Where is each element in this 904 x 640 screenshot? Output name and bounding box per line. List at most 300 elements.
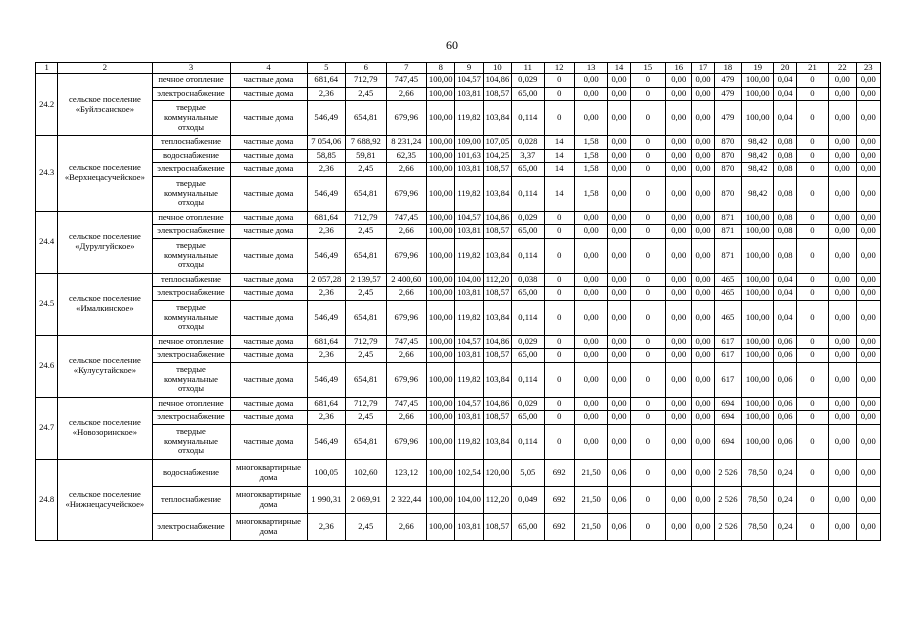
table-cell: 78,50 — [742, 513, 774, 540]
housing-type: частные дома — [230, 273, 307, 287]
table-cell: 0,038 — [512, 273, 544, 287]
table-cell: 0,00 — [692, 486, 714, 513]
table-cell: 0,00 — [856, 335, 881, 349]
table-cell: 100,00 — [742, 300, 774, 335]
table-cell: 100,00 — [742, 335, 774, 349]
table-cell: 747,45 — [386, 397, 427, 411]
table-cell: 0,00 — [856, 87, 881, 101]
table-cell: 2,66 — [386, 513, 427, 540]
table-cell: 0,00 — [692, 397, 714, 411]
table-cell: 119,82 — [455, 424, 483, 459]
column-number: 19 — [742, 63, 774, 74]
table-cell: 0,00 — [666, 101, 692, 136]
table-cell: 100,00 — [427, 513, 455, 540]
table-cell: 0,00 — [856, 459, 881, 486]
settlement-code: 24.5 — [36, 273, 58, 335]
table-cell: 100,00 — [427, 397, 455, 411]
settlement-code: 24.4 — [36, 211, 58, 273]
table-cell: 2,45 — [346, 349, 387, 363]
table-cell: 0,00 — [692, 459, 714, 486]
table-cell: 546,49 — [307, 176, 346, 211]
table-cell: 0,00 — [692, 87, 714, 101]
table-cell: 0 — [630, 459, 665, 486]
table-cell: 0,00 — [574, 424, 607, 459]
table-cell: 2,66 — [386, 287, 427, 301]
table-cell: 2,45 — [346, 225, 387, 239]
table-row — [36, 136, 881, 150]
table-cell: 654,81 — [346, 362, 387, 397]
table-cell: 100,00 — [427, 74, 455, 88]
table-cell: 102,54 — [455, 459, 483, 486]
table-cell: 109,00 — [455, 136, 483, 150]
table-cell: 0,00 — [666, 362, 692, 397]
table-cell: 0 — [630, 163, 665, 177]
table-cell: 119,82 — [455, 176, 483, 211]
table-cell: 0,00 — [829, 397, 856, 411]
table-cell: 0,00 — [692, 238, 714, 273]
table-cell: 2,66 — [386, 163, 427, 177]
column-number: 7 — [386, 63, 427, 74]
table-cell: 0,06 — [774, 335, 796, 349]
column-number: 18 — [714, 63, 741, 74]
table-cell: 0,00 — [692, 349, 714, 363]
table-cell: 0,00 — [829, 87, 856, 101]
housing-type: частные дома — [230, 74, 307, 88]
table-cell: 0 — [796, 211, 828, 225]
table-cell: 0,00 — [666, 74, 692, 88]
table-cell: 100,00 — [742, 74, 774, 88]
table-cell: 2 139,57 — [346, 273, 387, 287]
table-cell: 103,81 — [455, 411, 483, 425]
table-cell: 0,00 — [608, 349, 630, 363]
table-cell: 0,06 — [774, 349, 796, 363]
housing-type: частные дома — [230, 362, 307, 397]
table-cell: 0 — [630, 335, 665, 349]
table-cell: 103,81 — [455, 87, 483, 101]
settlement-code: 24.6 — [36, 335, 58, 397]
table-cell: 103,84 — [483, 238, 511, 273]
table-cell: 0 — [544, 87, 574, 101]
table-cell: 2,36 — [307, 513, 346, 540]
housing-type: частные дома — [230, 335, 307, 349]
table-cell: 0,00 — [608, 225, 630, 239]
column-number: 16 — [666, 63, 692, 74]
table-cell: 2 526 — [714, 486, 741, 513]
service-type: твердые коммунальные отходы — [152, 362, 230, 397]
table-cell: 104,00 — [455, 273, 483, 287]
settlement-name: сельское поселение «Ималкинское» — [58, 273, 152, 335]
column-number: 17 — [692, 63, 714, 74]
table-cell: 0,00 — [692, 74, 714, 88]
table-cell: 0,00 — [608, 176, 630, 211]
table-cell: 0 — [544, 349, 574, 363]
service-type: твердые коммунальные отходы — [152, 101, 230, 136]
table-cell: 0,00 — [829, 225, 856, 239]
table-cell: 100,00 — [427, 136, 455, 150]
table-cell: 0 — [630, 486, 665, 513]
table-cell: 0 — [796, 287, 828, 301]
table-cell: 0,00 — [608, 287, 630, 301]
column-number: 2 — [58, 63, 152, 74]
table-cell: 98,42 — [742, 136, 774, 150]
service-type: электроснабжение — [152, 287, 230, 301]
table-cell: 0,00 — [666, 513, 692, 540]
housing-type: многоквартирные дома — [230, 459, 307, 486]
settlement-name: сельское поселение «Буйлэсанское» — [58, 74, 152, 136]
table-cell: 0,06 — [774, 362, 796, 397]
table-cell: 0,00 — [574, 300, 607, 335]
table-cell: 0,00 — [666, 149, 692, 163]
table-cell: 0,00 — [666, 273, 692, 287]
table-cell: 712,79 — [346, 335, 387, 349]
table-cell: 0,00 — [666, 87, 692, 101]
table-row — [36, 211, 881, 225]
table-cell: 0 — [544, 287, 574, 301]
column-number: 9 — [455, 63, 483, 74]
table-cell: 0,00 — [608, 424, 630, 459]
table-cell: 100,00 — [427, 225, 455, 239]
table-cell: 103,81 — [455, 225, 483, 239]
service-type: теплоснабжение — [152, 136, 230, 150]
table-row — [36, 411, 881, 425]
table-cell: 0,04 — [774, 74, 796, 88]
table-cell: 0 — [630, 411, 665, 425]
table-cell: 0,00 — [608, 397, 630, 411]
table-row — [36, 87, 881, 101]
table-cell: 78,50 — [742, 486, 774, 513]
table-cell: 0 — [630, 300, 665, 335]
table-cell: 3,37 — [512, 149, 544, 163]
table-cell: 870 — [714, 136, 741, 150]
table-cell: 100,00 — [427, 486, 455, 513]
column-number: 3 — [152, 63, 230, 74]
table-cell: 0 — [630, 149, 665, 163]
table-cell: 0,00 — [666, 486, 692, 513]
table-cell: 0 — [630, 424, 665, 459]
table-cell: 100,00 — [427, 349, 455, 363]
table-row — [36, 486, 881, 513]
table-cell: 0,00 — [574, 287, 607, 301]
table-cell: 0 — [544, 225, 574, 239]
table-cell: 0 — [544, 238, 574, 273]
table-cell: 65,00 — [512, 349, 544, 363]
table-cell: 0,029 — [512, 335, 544, 349]
column-number: 13 — [574, 63, 607, 74]
table-cell: 0,04 — [774, 87, 796, 101]
table-cell: 2,45 — [346, 87, 387, 101]
table-cell: 679,96 — [386, 362, 427, 397]
table-cell: 0,00 — [829, 486, 856, 513]
table-cell: 0,00 — [574, 74, 607, 88]
table-cell: 21,50 — [574, 459, 607, 486]
table-row — [36, 163, 881, 177]
table-row — [36, 513, 881, 540]
table-cell: 1,58 — [574, 136, 607, 150]
table-cell: 0,00 — [608, 335, 630, 349]
service-type: электроснабжение — [152, 349, 230, 363]
table-cell: 0,00 — [608, 149, 630, 163]
column-number: 21 — [796, 63, 828, 74]
table-cell: 0,00 — [856, 300, 881, 335]
table-cell: 681,64 — [307, 397, 346, 411]
table-cell: 0 — [796, 335, 828, 349]
table-cell: 2,45 — [346, 411, 387, 425]
table-cell: 0,00 — [692, 225, 714, 239]
table-cell: 0 — [796, 163, 828, 177]
table-cell: 1 990,31 — [307, 486, 346, 513]
service-type: печное отопление — [152, 211, 230, 225]
table-cell: 65,00 — [512, 87, 544, 101]
table-cell: 617 — [714, 362, 741, 397]
table-cell: 65,00 — [512, 287, 544, 301]
table-cell: 465 — [714, 287, 741, 301]
table-cell: 0,08 — [774, 225, 796, 239]
table-cell: 0,24 — [774, 513, 796, 540]
table-cell: 100,00 — [742, 411, 774, 425]
table-cell: 108,57 — [483, 87, 511, 101]
table-cell: 2,36 — [307, 163, 346, 177]
table-cell: 0,00 — [829, 459, 856, 486]
table-cell: 0,00 — [608, 238, 630, 273]
table-cell: 0,00 — [856, 136, 881, 150]
page-number: 60 — [446, 38, 458, 52]
column-number: 12 — [544, 63, 574, 74]
column-number: 23 — [856, 63, 881, 74]
table-cell: 0,00 — [666, 287, 692, 301]
table-cell: 0 — [796, 349, 828, 363]
table-cell: 0,00 — [574, 211, 607, 225]
table-header-row — [36, 63, 881, 74]
table-cell: 0,08 — [774, 211, 796, 225]
table-cell: 0 — [630, 349, 665, 363]
table-cell: 747,45 — [386, 335, 427, 349]
table-cell: 0,00 — [574, 362, 607, 397]
table-cell: 108,57 — [483, 349, 511, 363]
table-cell: 2,36 — [307, 287, 346, 301]
table-cell: 58,85 — [307, 149, 346, 163]
housing-type: частные дома — [230, 411, 307, 425]
table-cell: 0,06 — [608, 513, 630, 540]
table-cell: 100,00 — [742, 87, 774, 101]
table-cell: 0,029 — [512, 74, 544, 88]
table-cell: 0,00 — [608, 136, 630, 150]
table-cell: 546,49 — [307, 101, 346, 136]
table-cell: 0,00 — [692, 300, 714, 335]
housing-type: частные дома — [230, 101, 307, 136]
table-cell: 0,00 — [692, 273, 714, 287]
table-cell: 0,00 — [829, 335, 856, 349]
table-cell: 0,00 — [666, 349, 692, 363]
table-cell: 0,04 — [774, 101, 796, 136]
table-cell: 103,81 — [455, 287, 483, 301]
table-cell: 712,79 — [346, 397, 387, 411]
table-cell: 871 — [714, 225, 741, 239]
table-cell: 0 — [544, 362, 574, 397]
table-cell: 0,00 — [692, 211, 714, 225]
table-cell: 0,00 — [608, 300, 630, 335]
table-cell: 0,028 — [512, 136, 544, 150]
table-cell: 100,00 — [427, 149, 455, 163]
table-cell: 100,00 — [742, 211, 774, 225]
table-cell: 100,00 — [742, 287, 774, 301]
table-cell: 0 — [630, 513, 665, 540]
service-type: теплоснабжение — [152, 486, 230, 513]
table-cell: 119,82 — [455, 300, 483, 335]
service-type: твердые коммунальные отходы — [152, 238, 230, 273]
table-cell: 0,00 — [856, 238, 881, 273]
column-number: 6 — [346, 63, 387, 74]
table-cell: 120,00 — [483, 459, 511, 486]
table-cell: 112,20 — [483, 486, 511, 513]
table-cell: 0,00 — [856, 411, 881, 425]
table-cell: 0 — [630, 87, 665, 101]
table-cell: 102,60 — [346, 459, 387, 486]
table-cell: 2,36 — [307, 411, 346, 425]
table-cell: 2 057,28 — [307, 273, 346, 287]
table-cell: 0,06 — [608, 486, 630, 513]
table-cell: 0,00 — [856, 424, 881, 459]
table-row — [36, 225, 881, 239]
table-cell: 0,00 — [666, 397, 692, 411]
table-cell: 0,00 — [608, 101, 630, 136]
table-cell: 0 — [630, 136, 665, 150]
table-cell: 1,58 — [574, 163, 607, 177]
table-cell: 104,00 — [455, 486, 483, 513]
table-cell: 0,08 — [774, 163, 796, 177]
table-cell: 0,00 — [608, 87, 630, 101]
table-cell: 0 — [796, 424, 828, 459]
table-cell: 104,57 — [455, 74, 483, 88]
table-cell: 119,82 — [455, 362, 483, 397]
table-cell: 0,00 — [574, 225, 607, 239]
table-cell: 104,86 — [483, 335, 511, 349]
table-cell: 0,00 — [692, 149, 714, 163]
table-cell: 0 — [796, 397, 828, 411]
table-cell: 103,81 — [455, 163, 483, 177]
table-row — [36, 300, 881, 335]
table-cell: 0,00 — [829, 74, 856, 88]
table-cell: 2 526 — [714, 513, 741, 540]
table-cell: 0,00 — [608, 273, 630, 287]
service-type: печное отопление — [152, 397, 230, 411]
table-cell: 694 — [714, 424, 741, 459]
housing-type: частные дома — [230, 349, 307, 363]
housing-type: частные дома — [230, 176, 307, 211]
table-cell: 546,49 — [307, 300, 346, 335]
table-cell: 0,04 — [774, 287, 796, 301]
table-cell: 7 688,92 — [346, 136, 387, 150]
table-cell: 0,00 — [608, 163, 630, 177]
table-cell: 0,00 — [829, 101, 856, 136]
table-cell: 465 — [714, 300, 741, 335]
table-cell: 692 — [544, 513, 574, 540]
table-cell: 108,57 — [483, 163, 511, 177]
table-cell: 654,81 — [346, 176, 387, 211]
table-cell: 0,114 — [512, 176, 544, 211]
table-cell: 679,96 — [386, 238, 427, 273]
housing-type: частные дома — [230, 163, 307, 177]
table-cell: 59,81 — [346, 149, 387, 163]
table-cell: 0,00 — [829, 176, 856, 211]
table-cell: 870 — [714, 176, 741, 211]
table-row — [36, 362, 881, 397]
table-cell: 119,82 — [455, 238, 483, 273]
table-cell: 0 — [796, 411, 828, 425]
table-cell: 103,84 — [483, 176, 511, 211]
table-cell: 0 — [796, 101, 828, 136]
service-type: водоснабжение — [152, 459, 230, 486]
table-cell: 0,00 — [574, 397, 607, 411]
table-cell: 0,00 — [692, 163, 714, 177]
service-type: твердые коммунальные отходы — [152, 300, 230, 335]
table-row — [36, 287, 881, 301]
table-cell: 0,114 — [512, 300, 544, 335]
table-cell: 0,00 — [856, 273, 881, 287]
table-cell: 0,00 — [574, 238, 607, 273]
table-cell: 0,00 — [692, 424, 714, 459]
table-cell: 0 — [544, 300, 574, 335]
table-cell: 0 — [630, 397, 665, 411]
table-cell: 100,00 — [427, 101, 455, 136]
table-cell: 0,00 — [829, 513, 856, 540]
table-cell: 21,50 — [574, 513, 607, 540]
table-cell: 0 — [796, 74, 828, 88]
table-cell: 108,57 — [483, 287, 511, 301]
table-cell: 0,08 — [774, 238, 796, 273]
table-cell: 101,63 — [455, 149, 483, 163]
settlement-name: сельское поселение «Кулусутайское» — [58, 335, 152, 397]
table-cell: 123,12 — [386, 459, 427, 486]
table-cell: 0,08 — [774, 149, 796, 163]
table-cell: 100,00 — [742, 349, 774, 363]
table-row — [36, 335, 881, 349]
housing-type: частные дома — [230, 397, 307, 411]
table-cell: 100,00 — [427, 362, 455, 397]
table-cell: 0,00 — [856, 176, 881, 211]
table-cell: 870 — [714, 163, 741, 177]
table-cell: 617 — [714, 349, 741, 363]
table-cell: 0,029 — [512, 211, 544, 225]
table-cell: 0 — [796, 362, 828, 397]
table-cell: 8 231,24 — [386, 136, 427, 150]
table-cell: 546,49 — [307, 424, 346, 459]
column-number: 15 — [630, 63, 665, 74]
table-row — [36, 101, 881, 136]
table-cell: 98,42 — [742, 149, 774, 163]
table-cell: 0 — [630, 287, 665, 301]
table-cell: 0 — [544, 211, 574, 225]
table-cell: 0,00 — [608, 362, 630, 397]
table-cell: 0,08 — [774, 176, 796, 211]
table-cell: 107,05 — [483, 136, 511, 150]
settlement-code: 24.7 — [36, 397, 58, 459]
table-cell: 0 — [630, 273, 665, 287]
table-cell: 0,00 — [829, 149, 856, 163]
table-cell: 104,86 — [483, 397, 511, 411]
table-cell: 2,45 — [346, 513, 387, 540]
table-cell: 747,45 — [386, 74, 427, 88]
table-cell: 0,00 — [856, 349, 881, 363]
table-cell: 0,06 — [608, 459, 630, 486]
table-cell: 0 — [544, 74, 574, 88]
table-cell: 2,36 — [307, 349, 346, 363]
table-cell: 0,00 — [692, 101, 714, 136]
table-cell: 0,06 — [774, 397, 796, 411]
table-cell: 0,049 — [512, 486, 544, 513]
table-cell: 694 — [714, 397, 741, 411]
table-cell: 0,00 — [856, 149, 881, 163]
table-row — [36, 349, 881, 363]
